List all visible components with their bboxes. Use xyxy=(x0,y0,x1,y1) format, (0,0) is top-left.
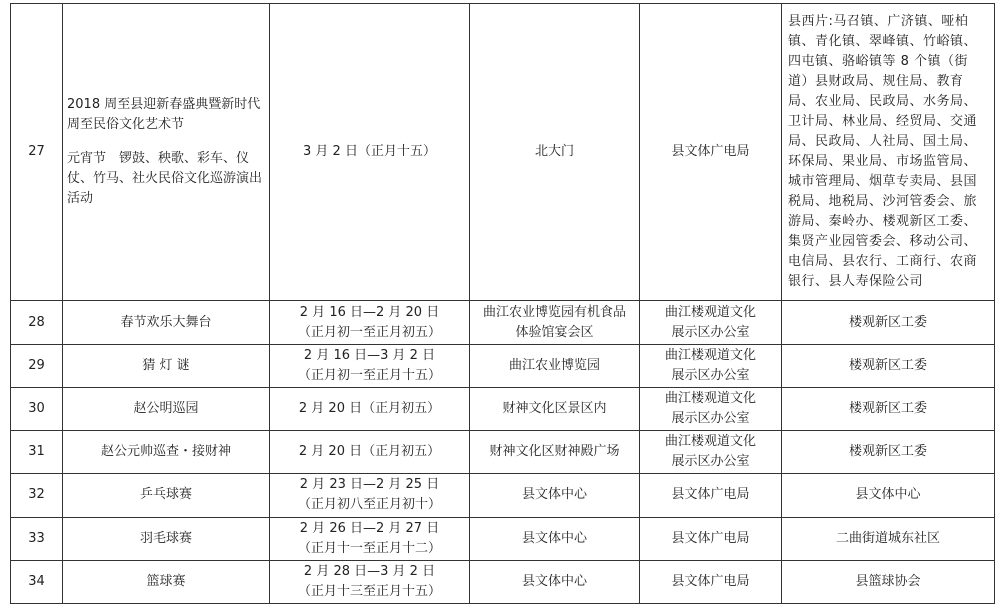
event-organizer: 二曲街道城东社区 xyxy=(782,517,995,560)
event-host: 曲江楼观道文化 xyxy=(664,434,756,450)
event-place: 县文体中心 xyxy=(470,560,640,603)
event-host: 县文体广电局 xyxy=(640,560,782,603)
event-host: 县文体广电局 xyxy=(640,517,782,560)
event-place-cell xyxy=(470,301,640,344)
event-name-cell xyxy=(63,4,270,301)
event-organizer-cell xyxy=(782,4,995,301)
row-number: 31 xyxy=(11,431,63,474)
event-lunar-date: （正月初八至正月初十） xyxy=(297,497,441,513)
event-lunar-date: （正月十三至正月十五） xyxy=(297,583,441,599)
event-lunar-date: （正月初一至正月初五） xyxy=(297,324,441,340)
row-number: 33 xyxy=(11,517,63,560)
event-place: 曲江农业博览园 xyxy=(470,344,640,387)
event-organizer: 县西片:马召镇、广济镇、哑柏镇、青化镇、翠峰镇、竹峪镇、四屯镇、骆峪镇等 8 个镇（街道）县财政局、规住局、教育局、农业局、民政局、水务局、卫计局、林业局、经贸局、交通局、民政局、人社局、国土局、环保局、果业局、市场监管局、城市管理局、烟草专卖局、县国税局、地税局、沙河管委会、旅游局、秦岭办、楼观新区工委、集贤产业园管委会、移动公司、电信局、县农行、工商行、农商银行、县人寿保险公司 xyxy=(788,14,978,290)
event-date-cell xyxy=(270,560,470,603)
event-date-cell xyxy=(270,344,470,387)
event-place: 财神文化区景区内 xyxy=(470,387,640,430)
event-name: 羽毛球赛 xyxy=(63,517,270,560)
event-name: 2018 周至县迎新春盛典暨新时代周至民俗文化艺术节 xyxy=(67,97,261,133)
event-place: 县文体中心 xyxy=(470,474,640,517)
event-name: 猜 灯 谜 xyxy=(63,344,270,387)
row-number: 34 xyxy=(11,560,63,603)
event-date: 2 月 16 日—2 月 20 日 xyxy=(299,304,440,320)
event-name: 赵公明巡园 xyxy=(63,387,270,430)
row-number: 29 xyxy=(11,344,63,387)
event-host-cell xyxy=(640,387,782,430)
event-host-cell xyxy=(640,431,782,474)
event-name: 乒乓球赛 xyxy=(63,474,270,517)
event-schedule-table xyxy=(10,3,995,604)
event-date: 2 月 28 日—3 月 2 日 xyxy=(303,563,436,579)
event-name: 赵公元帅巡查・接财神 xyxy=(63,431,270,474)
event-place: 财神文化区财神殿广场 xyxy=(470,431,640,474)
table-row xyxy=(11,431,995,474)
event-date: 2 月 16 日—3 月 2 日 xyxy=(303,347,436,363)
event-host: 县文体广电局 xyxy=(640,4,782,301)
event-date: 2 月 23 日—2 月 25 日 xyxy=(299,477,440,493)
event-host-cell xyxy=(640,344,782,387)
event-host-detail: 展示区办公室 xyxy=(671,410,750,426)
event-host: 曲江楼观道文化 xyxy=(664,390,756,406)
event-organizer: 楼观新区工委 xyxy=(782,431,995,474)
event-date: 2 月 20 日（正月初五） xyxy=(270,387,470,430)
event-date-cell xyxy=(270,474,470,517)
event-name: 篮球赛 xyxy=(63,560,270,603)
event-host-detail: 展示区办公室 xyxy=(671,324,750,340)
row-number: 32 xyxy=(11,474,63,517)
event-date-cell xyxy=(270,301,470,344)
table-row xyxy=(11,387,995,430)
event-host: 曲江楼观道文化 xyxy=(664,304,756,320)
event-organizer: 县篮球协会 xyxy=(782,560,995,603)
event-host-detail: 展示区办公室 xyxy=(671,367,750,383)
event-date: 2 月 20 日（正月初五） xyxy=(270,431,470,474)
table-row xyxy=(11,344,995,387)
event-place-detail: 体验馆宴会区 xyxy=(515,324,594,340)
row-number: 27 xyxy=(11,4,63,301)
event-place: 曲江农业博览园有机食品 xyxy=(482,304,626,320)
event-place: 北大门 xyxy=(470,4,640,301)
event-host-cell xyxy=(640,301,782,344)
table-row xyxy=(11,301,995,344)
event-organizer: 楼观新区工委 xyxy=(782,301,995,344)
table-row xyxy=(11,560,995,603)
event-organizer: 楼观新区工委 xyxy=(782,387,995,430)
event-date-cell xyxy=(270,517,470,560)
row-number: 28 xyxy=(11,301,63,344)
event-organizer: 县文体中心 xyxy=(782,474,995,517)
row-number: 30 xyxy=(11,387,63,430)
event-name-detail: 元宵节 锣鼓、秧歌、彩车、仪仗、竹马、社火民俗文化巡游演出活动 xyxy=(67,151,263,207)
table-row xyxy=(11,474,995,517)
event-host: 县文体广电局 xyxy=(640,474,782,517)
event-host: 曲江楼观道文化 xyxy=(664,347,756,363)
event-date: 3 月 2 日（正月十五） xyxy=(270,4,470,301)
event-lunar-date: （正月初一至正月十五） xyxy=(297,367,441,383)
table-row xyxy=(11,4,995,301)
event-host-detail: 展示区办公室 xyxy=(671,454,750,470)
event-date: 2 月 26 日—2 月 27 日 xyxy=(299,520,440,536)
table-row xyxy=(11,517,995,560)
event-name: 春节欢乐大舞台 xyxy=(63,301,270,344)
event-organizer: 楼观新区工委 xyxy=(782,344,995,387)
event-lunar-date: （正月十一至正月十二） xyxy=(297,540,441,556)
event-place: 县文体中心 xyxy=(470,517,640,560)
